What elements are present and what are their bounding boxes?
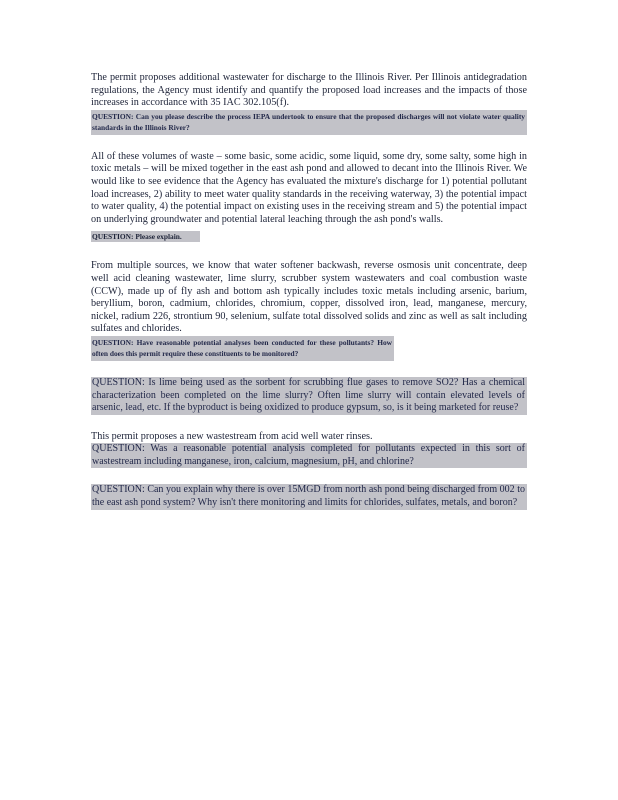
spacer: [91, 415, 527, 431]
spacer: [91, 244, 527, 260]
question-ash-pond-discharge: QUESTION: Can you explain why there is over 15MGD from north ash pond being discharged from 002 to the east ash pond system? Why isn't there monitoring and limits for chlorides, sulfates, metals, and boron?: [92, 484, 525, 509]
question-reasonable-potential: QUESTION: Have reasonable potential analyses been conducted for these pollutants? How often does this permit require these constituents to be monitored?: [91, 336, 394, 361]
spacer: [91, 468, 527, 484]
question-please-explain: QUESTION: Please explain.: [91, 231, 200, 242]
question-wastestream-analysis: QUESTION: Was a reasonable potential analysis completed for pollutants expected in this sort of wastestream including manganese, iron, calcium, magnesium, pH, and chlorine?: [92, 443, 525, 467]
question-iepa-process: QUESTION: Can you please describe the process IEPA undertook to ensure that the proposed discharges will not violate water quality standards in the Illinois River?: [91, 110, 527, 135]
question-please-explain-row: [91, 226, 527, 244]
paragraph-permit-proposal: The permit proposes additional wastewater for discharge to the Illinois River. Per Illinois antidegradation regulations, the Agency must identify and quantify the proposed load increases and the impacts of those increases in accordance with 35 IAC 302.105(f).: [91, 72, 527, 109]
document-page: [91, 72, 527, 510]
question-lime-sorbent: QUESTION: Is lime being used as the sorbent for scrubbing flue gases to remove SO2? Has a chemical characterization been completed on the lime slurry? Often lime slurry will contain elevated levels of arsenic, lead, etc. If the byproduct is being oxidized to produce gypsum, so, is it being marketed for reuse?: [92, 376, 525, 414]
spacer: [91, 361, 527, 377]
paragraph-toxic-metals: From multiple sources, we know that water softener backwash, reverse osmosis unit concentrate, deep well acid cleaning wastewater, lime slurry, scrubber system wastewaters and coal combustion waste (CCW), made up of fly ash and bottom ash typically includes toxic metals including arsenic, barium, beryllium, boron, cadmium, chlorides, chromium, copper, dissolved iron, lead, manganese, mercury, nickel, radium 226, strontium 90, selenium, sulfate total dissolved solids and zinc as well as salt including sulfates and chlorides.: [91, 260, 527, 335]
paragraph-new-wastestream: This permit proposes a new wastestream from acid well water rinses.: [91, 430, 373, 442]
paragraph-waste-mixture: All of these volumes of waste – some basic, some acidic, some liquid, some dry, some salty, some high in toxic metals – will be mixed together in the east ash pond and allowed to decant into the Illinois River. We would like to see evidence that the Agency has evaluated the mixture's discharge for 1) potential pollutant load increases, 2) ability to meet water quality standards in the receiving waterway, 3) the potential impact to water quality, 4) the potential impact on existing uses in the receiving stream and 5) the potential impact on underlying groundwater and potential lateral leaching through the ash pond's walls.: [91, 150, 527, 225]
spacer: [91, 135, 527, 151]
